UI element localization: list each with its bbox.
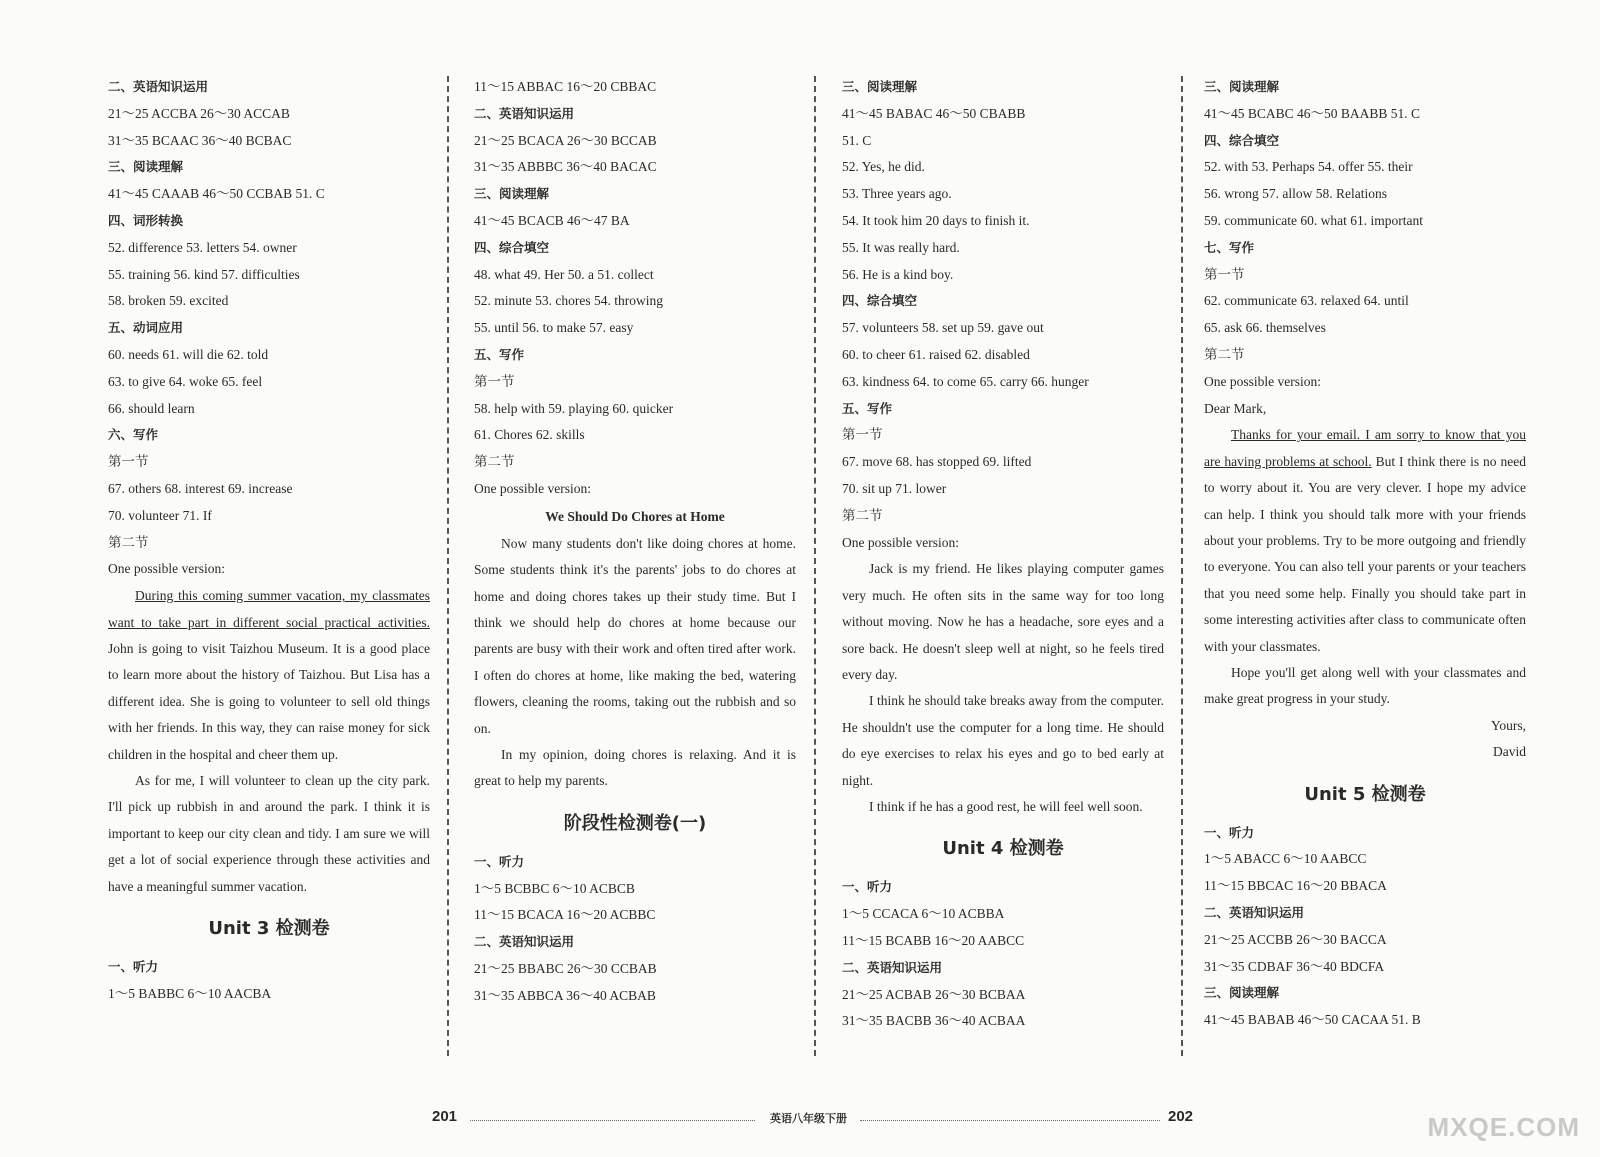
answer-line: 70. sit up 71. lower	[842, 480, 947, 496]
underlined-sentence: During this coming summer vacation, my classmates want to take part in different social practical activities.	[108, 588, 430, 630]
section-heading: 一、听力	[108, 959, 159, 975]
answer-line: 第二节	[842, 507, 883, 523]
essay-paragraph	[1204, 422, 1526, 660]
column-4	[1204, 74, 1526, 1034]
answer-line: 11～15 ABBAC 16～20 CBBAC	[474, 79, 657, 94]
essay-paragraph: Jack is my friend. He likes playing computer games very much. He often sits in the same way for too long without moving. Now he has a headache, sore eyes and a sore back. He doesn't sleep well at night, so he feels tired every day.	[842, 561, 1164, 682]
answer-line: 21～25 ACCBB 26～30 BACCA	[1204, 931, 1387, 947]
essay-paragraph: As for me, I will volunteer to clean up the city park. I'll pick up rubbish in and around the park. I think it is important to keep our city clean and tidy. I am sure we will get a lot of social experience through these activities and have a meaningful summer vacation.	[108, 772, 430, 894]
section-heading: 四、综合填空	[474, 239, 550, 255]
column-1	[108, 74, 430, 1008]
section-heading: 二、英语知识运用	[474, 934, 575, 950]
answer-line: 第一节	[1204, 266, 1245, 282]
section-heading: 二、英语知识运用	[474, 105, 575, 121]
answer-line: 21～25 ACBAB 26～30 BCBAA	[842, 986, 1026, 1002]
col1-bottom	[108, 954, 430, 1008]
section-heading: 七、写作	[1204, 239, 1255, 255]
essay-paragraph: I think if he has a good rest, he will feel well soon.	[869, 799, 1143, 814]
section-heading: 三、阅读理解	[1204, 79, 1280, 94]
footer-title: 英语八年级下册	[770, 1112, 847, 1125]
answer-line: 63. kindness 64. to come 65. carry 66. hunger	[842, 373, 1089, 389]
underlined-sentence: Thanks for your email. I am sorry to know that you are having problems at school.	[1204, 427, 1526, 469]
answer-line: 11～15 BCACA 16～20 ACBBC	[474, 907, 656, 923]
answer-line: 1～5 ABACC 6～10 AABCC	[1204, 851, 1367, 867]
col2-bottom	[474, 849, 796, 1010]
section-heading: 五、动词应用	[108, 320, 184, 336]
section-heading: 六、写作	[108, 427, 159, 443]
answer-line: 第二节	[108, 534, 149, 550]
answer-line: One possible version:	[108, 561, 225, 577]
section-heading: 四、综合填空	[1204, 132, 1280, 148]
essay-text: But I think there is no need to worry about it. You are very clever. I hope my advice can help. I think you should talk more with your friends about your problems. Try to be more outgoing and friendly to everyone. You can also tell your parents or your teachers that you need some help. Finally you should take part in some interesting activities after class to communicate often with your classmates.	[1204, 453, 1526, 654]
footer-dots	[860, 1120, 1160, 1121]
answer-line: 41～45 BABAB 46～50 CACAA 51. B	[1204, 1012, 1421, 1028]
answer-line: One possible version:	[474, 480, 591, 496]
answer-line: 58. help with 59. playing 60. quicker	[474, 400, 674, 416]
answer-line: 1～5 BCBBC 6～10 ACBCB	[474, 880, 635, 896]
essay-paragraph: In my opinion, doing chores is relaxing. And it is great to help my parents.	[474, 747, 796, 789]
col3-bottom	[842, 874, 1164, 1035]
col2-top	[474, 74, 796, 503]
section-title: Unit 4 检测卷	[942, 838, 1064, 860]
answer-line: 61. Chores 62. skills	[474, 427, 585, 443]
answer-line: One possible version:	[842, 534, 959, 550]
answer-line: 第一节	[108, 454, 149, 470]
answer-line: 52. Yes, he did.	[842, 159, 925, 175]
column-2	[474, 74, 796, 1010]
footer-dots	[470, 1120, 755, 1121]
answer-line: 67. others 68. interest 69. increase	[108, 480, 293, 496]
section-heading: 四、综合填空	[842, 293, 918, 309]
answer-line: 31～35 BACBB 36～40 ACBAA	[842, 1013, 1026, 1029]
section-heading: 二、英语知识运用	[1204, 905, 1305, 921]
letter-signature: David	[1493, 744, 1526, 760]
answer-line: 21～25 BBABC 26～30 CCBAB	[474, 961, 657, 976]
answer-line: 55. training 56. kind 57. difficulties	[108, 266, 300, 282]
section-heading: 三、阅读理解	[1204, 985, 1280, 1001]
answer-line: 58. broken 59. excited	[108, 293, 229, 309]
answer-line: 11～15 BCABB 16～20 AABCC	[842, 933, 1025, 948]
col4-bottom	[1204, 820, 1526, 1034]
answer-line: 55. It was really hard.	[842, 239, 960, 255]
section-heading: 五、写作	[474, 346, 525, 362]
column-divider	[1181, 76, 1183, 1056]
answer-line: Dear Mark,	[1204, 400, 1267, 416]
answer-line: 62. communicate 63. relaxed 64. until	[1204, 293, 1409, 309]
section-heading: 二、英语知识运用	[108, 79, 209, 94]
answer-line: 31～35 CDBAF 36～40 BDCFA	[1204, 958, 1385, 974]
answer-line: 第二节	[474, 454, 515, 470]
answer-line: 52. difference 53. letters 54. owner	[108, 239, 297, 255]
answer-line: 56. wrong 57. allow 58. Relations	[1204, 186, 1387, 202]
watermark-text: MXQE.COM	[1427, 1112, 1580, 1142]
answer-line: 第一节	[474, 373, 515, 389]
answer-line: 41～45 BCABC 46～50 BAABB 51. C	[1204, 105, 1421, 121]
answer-line: 51. C	[842, 132, 872, 148]
answer-line: 55. until 56. to make 57. easy	[474, 320, 634, 336]
answer-line: 11～15 BBCAC 16～20 BBACA	[1204, 878, 1387, 894]
letter-closing: Yours,	[1490, 717, 1526, 733]
answer-line: 52. minute 53. chores 54. throwing	[474, 293, 663, 309]
answer-line: 48. what 49. Her 50. a 51. collect	[474, 266, 654, 282]
answer-line: 52. with 53. Perhaps 54. offer 55. their	[1204, 159, 1413, 175]
answer-line: 41～45 BABAC 46～50 CBABB	[842, 105, 1026, 121]
section-heading: 五、写作	[842, 400, 893, 416]
answer-line: 21～25 BCACA 26～30 BCCAB	[474, 132, 657, 148]
column-3	[842, 74, 1164, 1035]
section-heading: 一、听力	[842, 879, 893, 895]
section-heading: 二、英语知识运用	[842, 959, 943, 975]
answer-line: 65. ask 66. themselves	[1204, 320, 1326, 336]
section-heading: 一、听力	[474, 853, 525, 869]
answer-line: 1～5 CCACA 6～10 ACBBA	[842, 906, 1005, 922]
answer-line: 31～35 ABBCA 36～40 ACBAB	[474, 987, 656, 1003]
essay-paragraph: Now many students don't like doing chores at home. Some students think it's the parents' jobs to do chores at home and doing chores takes up their study time. But I think we should help do chores at home because our parents are busy with their work and often tired after work. I often do chores at home, like making the bed, watering flowers, cleaning the rooms, taking out the rubbish and so on.	[474, 535, 796, 736]
answer-line: 54. It took him 20 days to finish it.	[842, 212, 1030, 228]
section-heading: 三、阅读理解	[842, 79, 918, 94]
answer-line: 56. He is a kind boy.	[842, 266, 954, 282]
answer-line: 31～35 ABBBC 36～40 BACAC	[474, 159, 657, 175]
section-title: Unit 5 检测卷	[1304, 783, 1426, 805]
answer-line: 41～45 BCACB 46～47 BA	[474, 212, 630, 228]
section-heading: 一、听力	[1204, 824, 1255, 840]
answer-line: 59. communicate 60. what 61. important	[1204, 212, 1423, 228]
answer-line: 1～5 BABBC 6～10 AACBA	[108, 985, 272, 1001]
column-divider	[447, 76, 449, 1056]
answer-line: 57. volunteers 58. set up 59. gave out	[842, 320, 1044, 336]
answer-line: 70. volunteer 71. If	[108, 507, 212, 523]
answer-line: 60. to cheer 61. raised 62. disabled	[842, 346, 1030, 362]
page-footer	[0, 1108, 1600, 1132]
col1-top	[108, 74, 430, 583]
column-divider	[814, 76, 816, 1056]
answer-line: 53. Three years ago.	[842, 186, 952, 202]
col3-top	[842, 74, 1164, 556]
essay-paragraph: I think he should take breaks away from the computer. He shouldn't use the computer for a long time. He should do eye exercises to relax his eyes and go to bed early at night.	[842, 693, 1164, 788]
section-heading: 四、词形转换	[108, 212, 184, 228]
page-number-left: 201	[432, 1108, 458, 1125]
answer-line: 67. move 68. has stopped 69. lifted	[842, 454, 1032, 470]
page-number-right: 202	[1168, 1108, 1194, 1125]
essay-paragraph: Hope you'll get along well with your classmates and make great progress in your study.	[1204, 665, 1526, 707]
section-heading: 三、阅读理解	[108, 159, 184, 175]
answer-line: 60. needs 61. will die 62. told	[108, 346, 269, 362]
answer-line: 31～35 BCAAC 36～40 BCBAC	[108, 132, 292, 148]
essay-text: John is going to visit Taizhou Museum. It is a good place to learn more about the history of Taizhou. But Lisa has a different idea. She is going to volunteer to sell old things with her friends. In this way, they can raise money for sick children in the hospital and cheer them up.	[108, 640, 430, 762]
essay-paragraph	[108, 583, 430, 768]
section-heading: 三、阅读理解	[474, 186, 550, 202]
essay-title: We Should Do Chores at Home	[545, 508, 725, 524]
answer-line: 66. should learn	[108, 400, 195, 416]
answer-line: 21～25 ACCBA 26～30 ACCAB	[108, 105, 290, 121]
section-title: 阶段性检测卷(一)	[563, 812, 707, 834]
section-title: Unit 3 检测卷	[208, 918, 330, 940]
answer-line: 63. to give 64. woke 65. feel	[108, 373, 263, 389]
answer-line: 第二节	[1204, 346, 1245, 362]
answer-line: 41～45 CAAAB 46～50 CCBAB 51. C	[108, 186, 325, 202]
col4-top	[1204, 74, 1526, 422]
answer-line: 第一节	[842, 427, 883, 443]
answer-line: One possible version:	[1204, 373, 1321, 389]
